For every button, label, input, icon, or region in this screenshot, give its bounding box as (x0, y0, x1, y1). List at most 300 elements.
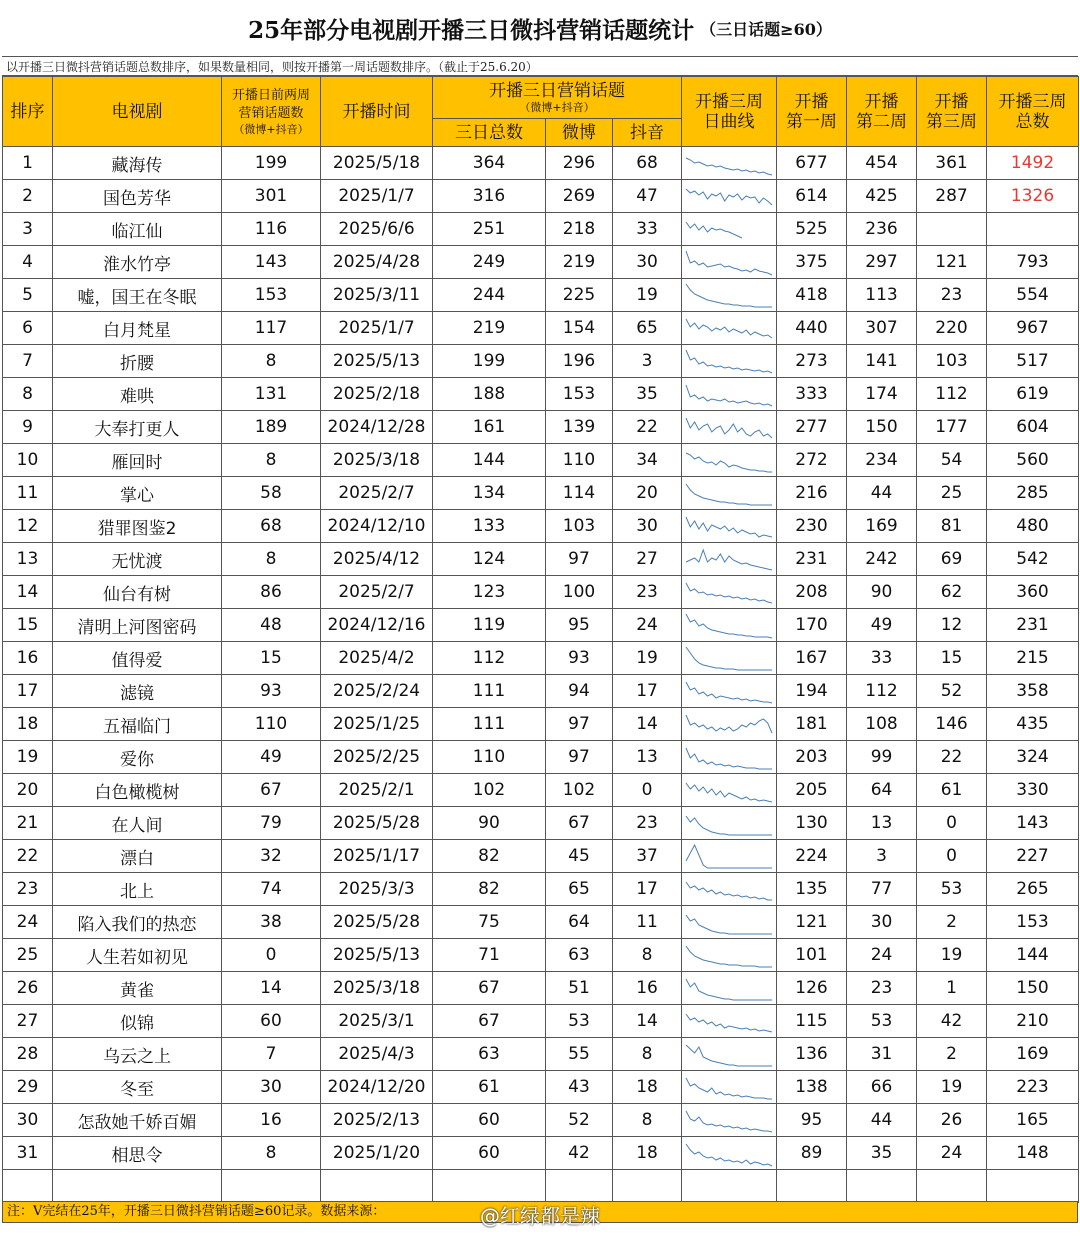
cell-pre: 143 (222, 246, 321, 279)
cell-rank: 14 (3, 576, 53, 609)
cell-total3: 71 (433, 939, 546, 972)
header-date: 开播时间 (321, 77, 433, 147)
cell-w1: 216 (777, 477, 847, 510)
cell-show: 相思令 (53, 1137, 222, 1170)
sparkline-series (686, 453, 772, 472)
header-week3-line1: 开播 (934, 91, 969, 112)
cell-show: 嘘，国王在冬眠 (53, 279, 222, 312)
cell-total3: 67 (433, 972, 546, 1005)
sparkline (684, 478, 774, 508)
sparkline-series (686, 1144, 772, 1166)
cell-date: 2025/4/2 (321, 642, 433, 675)
header-douyin: 抖音 (613, 119, 682, 147)
sparkline-series (686, 1045, 772, 1066)
table-row (3, 444, 1079, 477)
cell-douyin: 8 (613, 939, 682, 972)
cell-w2: 234 (847, 444, 917, 477)
sparkline-series (686, 189, 772, 205)
cell-weibo: 296 (546, 147, 613, 180)
cell-w2: 112 (847, 675, 917, 708)
cell-weibo: 53 (546, 1005, 613, 1038)
cell-date: 2024/12/10 (321, 510, 433, 543)
cell-w2: 169 (847, 510, 917, 543)
cell-w3: 112 (917, 378, 987, 411)
cell-w2: 99 (847, 741, 917, 774)
cell-douyin: 16 (613, 972, 682, 1005)
cell-show: 淮水竹亭 (53, 246, 222, 279)
cell-weibo: 65 (546, 873, 613, 906)
cell-date: 2025/2/1 (321, 774, 433, 807)
table-row (3, 1104, 1079, 1137)
cell-total: 435 (987, 708, 1079, 741)
cell-w2: 141 (847, 345, 917, 378)
cell-curve (682, 741, 777, 774)
cell-curve (682, 543, 777, 576)
cell-show: 人生若如初见 (53, 939, 222, 972)
cell-w1: 375 (777, 246, 847, 279)
cell-w3: 26 (917, 1104, 987, 1137)
sparkline-series (686, 583, 772, 603)
cell-rank: 9 (3, 411, 53, 444)
header-curve (682, 77, 777, 147)
cell-total: 560 (987, 444, 1079, 477)
cell-date: 2024/12/16 (321, 609, 433, 642)
cell-pre: 14 (222, 972, 321, 1005)
cell-w3: 23 (917, 279, 987, 312)
cell-show: 无忧渡 (53, 543, 222, 576)
table-row (3, 543, 1079, 576)
cell-show: 乌云之上 (53, 1038, 222, 1071)
sparkline-series (686, 1111, 772, 1132)
cell-rank: 24 (3, 906, 53, 939)
cell-w1: 135 (777, 873, 847, 906)
cell-total3: 111 (433, 708, 546, 741)
table-row (3, 939, 1079, 972)
sparkline (684, 841, 774, 871)
cell-curve (682, 642, 777, 675)
cell-date: 2025/5/28 (321, 807, 433, 840)
cell-douyin: 18 (613, 1137, 682, 1170)
cell-total3: 123 (433, 576, 546, 609)
cell-w2: 150 (847, 411, 917, 444)
cell-w1: 170 (777, 609, 847, 642)
table-row (3, 1137, 1079, 1170)
cell-pre: 7 (222, 1038, 321, 1071)
title-main: 25年部分电视剧开播三日微抖营销话题统计 (248, 16, 695, 44)
sparkline-series (686, 682, 772, 703)
cell-pre: 8 (222, 345, 321, 378)
cell-empty (321, 1170, 433, 1203)
cell-w2: 23 (847, 972, 917, 1005)
cell-date: 2025/5/28 (321, 906, 433, 939)
sparkline-series (686, 418, 772, 438)
cell-w1: 101 (777, 939, 847, 972)
cell-w3: 25 (917, 477, 987, 510)
cell-total: 231 (987, 609, 1079, 642)
cell-total3: 61 (433, 1071, 546, 1104)
cell-w1: 333 (777, 378, 847, 411)
cell-weibo: 45 (546, 840, 613, 873)
cell-total: 517 (987, 345, 1079, 378)
cell-w2: 3 (847, 840, 917, 873)
cell-pre: 60 (222, 1005, 321, 1038)
cell-weibo: 114 (546, 477, 613, 510)
cell-total3: 63 (433, 1038, 546, 1071)
sparkline-series (686, 350, 772, 373)
cell-curve (682, 675, 777, 708)
sparkline-series (686, 783, 772, 802)
cell-w3: 22 (917, 741, 987, 774)
cell-curve (682, 411, 777, 444)
cell-empty (847, 1170, 917, 1203)
table-row (3, 246, 1079, 279)
cell-curve (682, 213, 777, 246)
cell-douyin: 27 (613, 543, 682, 576)
cell-rank: 21 (3, 807, 53, 840)
header-curve-line2: 日曲线 (703, 111, 755, 132)
cell-total: 554 (987, 279, 1079, 312)
cell-show: 漂白 (53, 840, 222, 873)
cell-curve (682, 510, 777, 543)
header-show: 电视剧 (53, 77, 222, 147)
cell-w1: 231 (777, 543, 847, 576)
cell-douyin: 24 (613, 609, 682, 642)
cell-show: 雁回时 (53, 444, 222, 477)
cell-w2: 77 (847, 873, 917, 906)
cell-weibo: 110 (546, 444, 613, 477)
cell-curve (682, 1137, 777, 1170)
table-row (3, 609, 1079, 642)
cell-show: 在人间 (53, 807, 222, 840)
cell-douyin: 47 (613, 180, 682, 213)
table-row (3, 180, 1079, 213)
cell-total3: 364 (433, 147, 546, 180)
sparkline-series (686, 222, 742, 238)
sparkline-series (686, 385, 772, 406)
cell-weibo: 218 (546, 213, 613, 246)
table-row (3, 279, 1079, 312)
table-row (3, 741, 1079, 774)
cell-total: 604 (987, 411, 1079, 444)
cell-total3: 244 (433, 279, 546, 312)
cell-pre: 117 (222, 312, 321, 345)
cell-show: 陷入我们的热恋 (53, 906, 222, 939)
sparkline-series (686, 484, 772, 505)
cell-weibo: 102 (546, 774, 613, 807)
cell-total: 1492 (987, 147, 1079, 180)
cell-w2: 90 (847, 576, 917, 609)
bottom-note: 注：V完结在25年，开播三日微抖营销话题≥60记录。数据来源： (2, 1201, 1078, 1223)
header-rank: 排序 (3, 77, 53, 147)
cell-pre: 67 (222, 774, 321, 807)
cell-date: 2025/3/18 (321, 444, 433, 477)
cell-weibo: 63 (546, 939, 613, 972)
cell-weibo: 139 (546, 411, 613, 444)
cell-w3: 62 (917, 576, 987, 609)
cell-date: 2024/12/28 (321, 411, 433, 444)
cell-rank: 23 (3, 873, 53, 906)
cell-show: 滤镜 (53, 675, 222, 708)
cell-douyin: 11 (613, 906, 682, 939)
cell-w1: 136 (777, 1038, 847, 1071)
cell-total3: 133 (433, 510, 546, 543)
cell-w1: 277 (777, 411, 847, 444)
cell-total3: 144 (433, 444, 546, 477)
cell-weibo: 219 (546, 246, 613, 279)
table-row (3, 312, 1079, 345)
cell-w3: 15 (917, 642, 987, 675)
cell-w2: 35 (847, 1137, 917, 1170)
cell-curve (682, 873, 777, 906)
sparkline (684, 511, 774, 541)
cell-douyin: 34 (613, 444, 682, 477)
cell-total3: 119 (433, 609, 546, 642)
cell-pre: 68 (222, 510, 321, 543)
cell-total3: 249 (433, 246, 546, 279)
cell-total3: 82 (433, 873, 546, 906)
cell-pre: 74 (222, 873, 321, 906)
cell-w2: 236 (847, 213, 917, 246)
cell-pre: 131 (222, 378, 321, 411)
cell-total: 223 (987, 1071, 1079, 1104)
table-row (3, 807, 1079, 840)
cell-curve (682, 147, 777, 180)
header-week1-line2: 第一周 (786, 111, 838, 132)
cell-douyin: 17 (613, 675, 682, 708)
cell-curve (682, 840, 777, 873)
cell-w3: 121 (917, 246, 987, 279)
cell-w3: 12 (917, 609, 987, 642)
cell-pre: 8 (222, 444, 321, 477)
cell-douyin: 20 (613, 477, 682, 510)
cell-curve (682, 246, 777, 279)
cell-w1: 205 (777, 774, 847, 807)
cell-show: 国色芳华 (53, 180, 222, 213)
header-pre-line1: 开播日前两周 (231, 87, 310, 103)
header-pre (222, 77, 321, 147)
cell-weibo: 103 (546, 510, 613, 543)
sparkline (684, 1138, 774, 1168)
title-sub: （三日话题≥60） (700, 19, 832, 39)
cell-weibo: 196 (546, 345, 613, 378)
cell-date: 2025/1/25 (321, 708, 433, 741)
sparkline-series (686, 319, 772, 338)
cell-show: 猎罪图鉴2 (53, 510, 222, 543)
cell-total: 330 (987, 774, 1079, 807)
sparkline (684, 544, 774, 574)
cell-w2: 24 (847, 939, 917, 972)
cell-w1: 440 (777, 312, 847, 345)
sparkline (684, 379, 774, 409)
cell-pre: 110 (222, 708, 321, 741)
cell-w3: 0 (917, 807, 987, 840)
cell-w3: 19 (917, 1071, 987, 1104)
cell-pre: 15 (222, 642, 321, 675)
cell-rank: 16 (3, 642, 53, 675)
cell-empty (53, 1170, 222, 1203)
cell-douyin: 35 (613, 378, 682, 411)
cell-douyin: 65 (613, 312, 682, 345)
cell-show: 值得爱 (53, 642, 222, 675)
cell-douyin: 33 (613, 213, 682, 246)
cell-pre: 93 (222, 675, 321, 708)
cell-curve (682, 378, 777, 411)
cell-weibo: 269 (546, 180, 613, 213)
cell-w1: 194 (777, 675, 847, 708)
sparkline-series (686, 158, 772, 175)
cell-total3: 90 (433, 807, 546, 840)
cell-curve (682, 774, 777, 807)
cell-w2: 66 (847, 1071, 917, 1104)
cell-weibo: 154 (546, 312, 613, 345)
cell-total: 148 (987, 1137, 1079, 1170)
cell-douyin: 3 (613, 345, 682, 378)
cell-total3: 67 (433, 1005, 546, 1038)
cell-rank: 6 (3, 312, 53, 345)
cell-total: 153 (987, 906, 1079, 939)
cell-total3: 110 (433, 741, 546, 774)
cell-date: 2025/1/17 (321, 840, 433, 873)
header-week3 (917, 77, 987, 147)
cell-w1: 230 (777, 510, 847, 543)
cell-curve (682, 444, 777, 477)
header-total-line2: 总数 (1015, 111, 1050, 132)
cell-douyin: 14 (613, 708, 682, 741)
cell-w2: 44 (847, 477, 917, 510)
cell-curve (682, 939, 777, 972)
cell-w3: 177 (917, 411, 987, 444)
sparkline-series (686, 882, 772, 900)
cell-total: 358 (987, 675, 1079, 708)
sparkline-series (686, 614, 772, 638)
cell-total: 144 (987, 939, 1079, 972)
sparkline (684, 742, 774, 772)
cell-show: 白色橄榄树 (53, 774, 222, 807)
cell-weibo: 52 (546, 1104, 613, 1137)
table-row (3, 510, 1079, 543)
cell-w1: 115 (777, 1005, 847, 1038)
credit-watermark: @红绿都是辣 (480, 1204, 600, 1228)
cell-w1: 525 (777, 213, 847, 246)
cell-w2: 44 (847, 1104, 917, 1137)
cell-curve (682, 279, 777, 312)
cell-w3: 19 (917, 939, 987, 972)
header-weibo: 微博 (546, 119, 613, 147)
cell-douyin: 14 (613, 1005, 682, 1038)
cell-total3: 112 (433, 642, 546, 675)
cell-curve (682, 609, 777, 642)
table-row (3, 708, 1079, 741)
cell-rank: 15 (3, 609, 53, 642)
cell-w3: 2 (917, 1038, 987, 1071)
sparkline (684, 181, 774, 211)
sparkline-series (686, 845, 772, 868)
cell-douyin: 23 (613, 576, 682, 609)
sparkline (684, 412, 774, 442)
cell-total3: 82 (433, 840, 546, 873)
sparkline (684, 1072, 774, 1102)
cell-w2: 454 (847, 147, 917, 180)
cell-pre: 8 (222, 543, 321, 576)
cell-douyin: 37 (613, 840, 682, 873)
cell-rank: 22 (3, 840, 53, 873)
cell-empty (987, 1170, 1079, 1203)
cell-douyin: 30 (613, 510, 682, 543)
cell-pre: 189 (222, 411, 321, 444)
cell-total (987, 213, 1079, 246)
cell-total: 324 (987, 741, 1079, 774)
cell-rank: 7 (3, 345, 53, 378)
cell-empty (613, 1170, 682, 1203)
sparkline-series (686, 715, 772, 733)
cell-weibo: 55 (546, 1038, 613, 1071)
cell-pre: 79 (222, 807, 321, 840)
cell-show: 怎敌她千娇百媚 (53, 1104, 222, 1137)
cell-date: 2025/3/1 (321, 1005, 433, 1038)
cell-total3: 102 (433, 774, 546, 807)
cell-w3: 361 (917, 147, 987, 180)
cell-curve (682, 708, 777, 741)
sparkline (684, 709, 774, 739)
sparkline-series (686, 284, 772, 307)
sparkline-series (686, 915, 772, 934)
table-body (3, 147, 1079, 1203)
cell-rank: 12 (3, 510, 53, 543)
cell-show: 冬至 (53, 1071, 222, 1104)
cell-total: 793 (987, 246, 1079, 279)
cell-date: 2025/3/11 (321, 279, 433, 312)
cell-total3: 316 (433, 180, 546, 213)
table-row (3, 840, 1079, 873)
sparkline (684, 445, 774, 475)
header-three-day-total: 三日总数 (433, 119, 546, 147)
cell-date: 2025/4/3 (321, 1038, 433, 1071)
cell-rank: 8 (3, 378, 53, 411)
cell-w2: 242 (847, 543, 917, 576)
cell-curve (682, 180, 777, 213)
cell-douyin: 13 (613, 741, 682, 774)
cell-weibo: 225 (546, 279, 613, 312)
cell-show: 五福临门 (53, 708, 222, 741)
cell-w2: 33 (847, 642, 917, 675)
sparkline (684, 610, 774, 640)
header-total-line1: 开播三周 (998, 91, 1067, 112)
cell-w3: 287 (917, 180, 987, 213)
cell-w1: 224 (777, 840, 847, 873)
sparkline (684, 907, 774, 937)
cell-rank: 26 (3, 972, 53, 1005)
cell-curve (682, 972, 777, 1005)
header-week3-line2: 第三周 (926, 111, 978, 132)
cell-w1: 272 (777, 444, 847, 477)
table-row (3, 345, 1079, 378)
cell-w2: 53 (847, 1005, 917, 1038)
cell-pre: 30 (222, 1071, 321, 1104)
cell-date: 2025/3/18 (321, 972, 433, 1005)
table-row (3, 477, 1079, 510)
table-row (3, 873, 1079, 906)
cell-pre: 58 (222, 477, 321, 510)
cell-weibo: 95 (546, 609, 613, 642)
cell-weibo: 153 (546, 378, 613, 411)
cell-show: 白月梵星 (53, 312, 222, 345)
cell-total: 165 (987, 1104, 1079, 1137)
sparkline (684, 148, 774, 178)
cell-total: 480 (987, 510, 1079, 543)
cell-rank: 28 (3, 1038, 53, 1071)
sparkline (684, 643, 774, 673)
cell-total: 265 (987, 873, 1079, 906)
